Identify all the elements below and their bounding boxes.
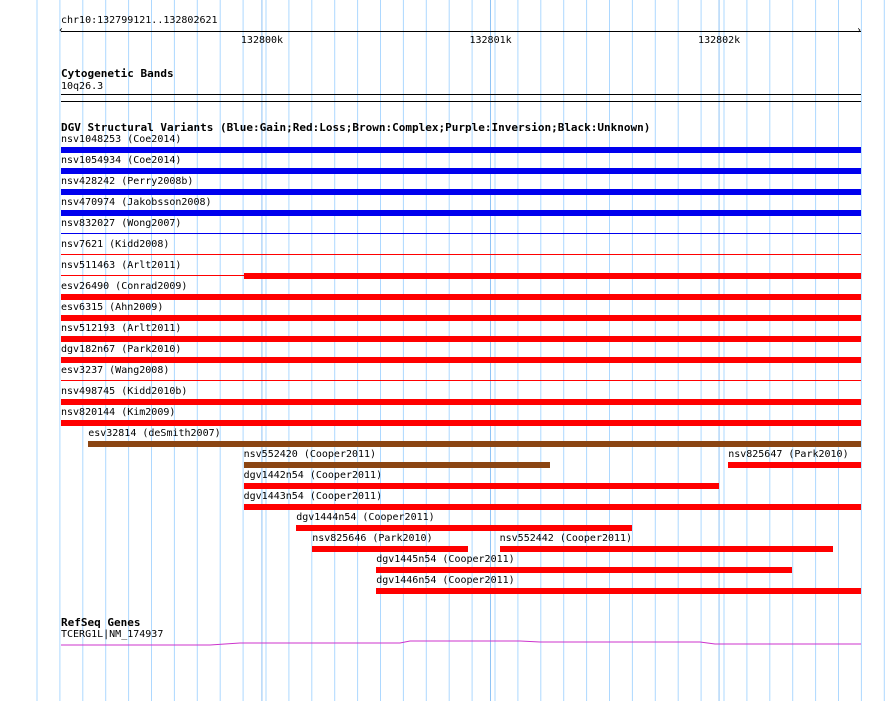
variant-label[interactable]: esv3237 (Wang2008) [61,365,170,376]
variant-label[interactable]: dgv182n67 (Park2010) [61,344,182,355]
variant-label[interactable]: esv26490 (Conrad2009) [61,281,188,292]
variant-label[interactable]: nsv428242 (Perry2008b) [61,176,194,187]
variant-label[interactable]: nsv832027 (Wong2007) [61,218,182,229]
variant-label[interactable]: nsv511463 (Arlt2011) [61,260,182,271]
variant-label[interactable]: nsv1048253 (Coe2014) [61,134,182,145]
variant-bar[interactable] [728,462,861,468]
variant-bar[interactable] [61,420,861,426]
variant-label[interactable]: nsv498745 (Kidd2010b) [61,386,188,397]
cytoband-bar-bottom [61,101,861,102]
variant-label[interactable]: nsv512193 (Arlt2011) [61,323,182,334]
variant-bar[interactable] [244,462,550,468]
variant-bar[interactable] [296,525,632,531]
variant-label[interactable]: nsv552442 (Cooper2011) [499,533,633,544]
variant-label[interactable]: nsv552420 (Cooper2011) [243,449,377,460]
variant-label[interactable]: nsv1054934 (Coe2014) [61,155,182,166]
variant-bar[interactable] [61,254,861,255]
variant-label[interactable]: nsv470974 (Jakobsson2008) [61,197,212,208]
cytoband-bar-top [61,94,861,95]
variant-bar[interactable] [244,483,719,489]
variant-bar[interactable] [61,189,861,195]
variant-bar[interactable] [376,588,861,594]
variant-label[interactable]: nsv820144 (Kim2009) [61,407,176,418]
dgv-track-title: DGV Structural Variants (Blue:Gain;Red:Loss;Brown:Complex;Purple:Inversion;Black:Unknown) [61,121,651,134]
variant-bar[interactable] [61,315,861,321]
variant-bar[interactable] [88,441,861,447]
refseq-gene-label[interactable]: TCERG1L|NM_174937 [61,629,164,640]
variant-row-line [61,275,244,276]
ruler-tick-label: 132802k [698,35,741,46]
variant-label[interactable]: dgv1443n54 (Cooper2011) [243,491,383,502]
variant-bar[interactable] [61,147,861,153]
variant-bar[interactable] [500,546,834,552]
variant-bar[interactable] [244,273,861,279]
cytoband-track-title: Cytogenetic Bands [61,67,174,80]
variant-bar[interactable] [61,168,861,174]
ruler-tick-label: 132800k [240,35,284,46]
variant-label[interactable]: esv32814 (deSmith2007) [88,428,221,439]
refseq-track-title: RefSeq Genes [61,616,141,629]
ruler-tick-label: 132801k [469,35,512,46]
variant-bar[interactable] [312,546,467,552]
variant-label[interactable]: dgv1444n54 (Cooper2011) [296,512,435,523]
variant-bar[interactable] [376,567,792,573]
variant-label[interactable]: dgv1446n54 (Cooper2011) [376,575,515,586]
variant-label[interactable]: nsv825647 (Park2010) [728,449,849,460]
variant-label[interactable]: dgv1445n54 (Cooper2011) [376,554,515,565]
variant-bar[interactable] [61,357,861,363]
cytoband-label: 10q26.3 [61,81,104,92]
variant-label[interactable]: dgv1442n54 (Cooper2011) [243,470,383,481]
variant-bar[interactable] [61,210,861,216]
variant-bar[interactable] [61,336,861,342]
variant-bar[interactable] [61,380,861,381]
variant-bar[interactable] [61,294,861,300]
ruler-right-arrow-icon: › [856,25,863,36]
variant-bar[interactable] [61,233,861,234]
variant-bar[interactable] [244,504,861,510]
variant-bar[interactable] [61,399,861,405]
refseq-gene-model[interactable] [0,636,890,650]
locus-label: chr10:132799121..132802621 [61,15,218,26]
variant-label[interactable]: nsv825646 (Park2010) [312,533,433,544]
variant-label[interactable]: esv6315 (Ahn2009) [61,302,164,313]
ruler-line [61,31,861,32]
variant-label[interactable]: nsv7621 (Kidd2008) [61,239,170,250]
refseq-gene-line [61,641,861,645]
ruler-left-arrow-icon: ‹ [58,25,65,36]
